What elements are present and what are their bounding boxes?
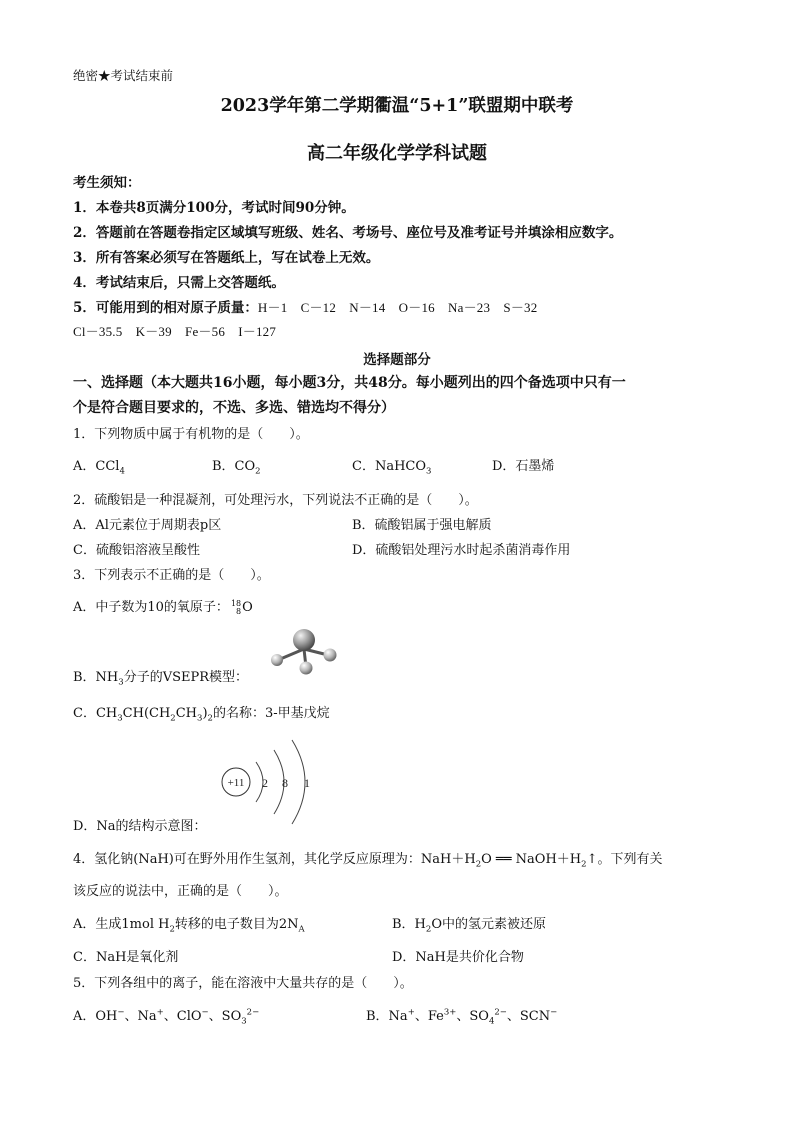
q4-option-a: A．生成1mol $H_2$转移的电子数目为$2N_A$: [73, 917, 305, 935]
exam-title: 2023学年第二学期衢温“5+1”联盟期中联考: [220, 96, 574, 116]
notice-item-5-cont: [73, 321, 276, 340]
notice-item-2: 2．答题前在答题卷指定区域填写班级、姓名、考场号、座位号及准考证号并填涂相应数字。: [73, 225, 623, 241]
atomic-masses-line-2: Cl－35.5 K－39 Fe－56 I－127: [73, 324, 277, 339]
na-shell-1: 2: [262, 776, 268, 790]
q5-stem: 5．下列各组中的离子，能在溶液中大量共存的是（ ）。: [73, 976, 413, 991]
part1-instructions-2: 个是符合题目要求的，不选、多选、错选均不得分）: [73, 400, 395, 416]
q5-option-b: B．Na+、$Fe^{3+}$、$SO_4^{2-}$、SCN−: [366, 1007, 558, 1027]
isotope-notation: 18 8: [230, 598, 242, 616]
q5-option-a: A．OH−、Na+、ClO−、$SO_3^{2-}$: [73, 1007, 260, 1027]
q1-stem: 1．下列物质中属于有机物的是（ ）。: [73, 427, 309, 442]
confidential-label: 绝密★考试结束前: [73, 68, 174, 83]
q1-option-b: B．$CO_2$: [212, 459, 261, 477]
q4-option-b: B．$H_2O$中的氢元素被还原: [392, 917, 546, 935]
q1-option-c: C．NaHCO$_3$: [352, 459, 432, 477]
q2-option-c: C．硫酸铝溶液呈酸性: [73, 543, 200, 558]
q4-stem-1: 4．氢化钠(NaH)可在野外用作生氢剂，其化学反应原理为：$NaH+H_2O$ ══ $NaOH+H_2↑$。下列有关: [73, 852, 663, 870]
section-title: 选择题部分: [363, 352, 431, 368]
q2-option-b: B．硫酸铝属于强电解质: [352, 518, 492, 533]
notice-item-5-label: 5．可能用到的相对原子质量：: [73, 300, 258, 316]
na-shell-2: 8: [282, 776, 288, 790]
na-structure-diagram: [212, 736, 322, 826]
q2-option-d: D．硫酸铝处理污水时起杀菌消毒作用: [352, 543, 571, 558]
q3-option-a: A．中子数为10的氧原子： 18 8O: [73, 598, 253, 616]
q1-option-a: A．CCl$_4$: [73, 459, 125, 477]
q3-option-c: C．$CH_3CH(CH_2CH_3)_2$的名称：3-甲基戊烷: [73, 706, 330, 724]
q3-option-d: D．Na的结构示意图：: [73, 819, 207, 834]
notice-item-4: 4．考试结束后，只需上交答题纸。: [73, 275, 285, 291]
q3-stem: 3．下列表示不正确的是（ ）。: [73, 568, 270, 583]
q4-option-c: C．NaH是氧化剂: [73, 950, 179, 965]
notice-item-1: 1．本卷共8页满分100分，考试时间90分钟。: [73, 200, 355, 216]
q3-option-b: B．$NH_3$分子的VSEPR模型：: [73, 670, 249, 688]
na-shell-3: 1: [304, 776, 310, 790]
q4-stem-2: 该反应的说法中，正确的是（ ）。: [73, 884, 288, 899]
part1-instructions-1: 一、选择题（本大题共16小题，每小题3分，共48分。每小题列出的四个备选项中只有一: [73, 375, 626, 391]
na-nucleus-label: +11: [227, 777, 245, 789]
notice-item-5: [73, 296, 537, 316]
q2-stem: 2．硫酸铝是一种混凝剂，可处理污水，下列说法不正确的是（ ）。: [73, 493, 478, 508]
notice-heading: 考生须知：: [73, 175, 141, 191]
atomic-masses-line-1: H－1 C－12 N－14 O－16 Na－23 S－32: [257, 300, 538, 315]
notice-item-3: 3．所有答案必须写在答题纸上，写在试卷上无效。: [73, 250, 380, 266]
q2-option-a: A．Al元素位于周期表p区: [73, 518, 222, 533]
q4-option-d: D．NaH是共价化合物: [392, 950, 524, 965]
q1-option-d: D．石墨烯: [492, 459, 555, 474]
exam-subtitle: 高二年级化学学科试题: [307, 143, 487, 164]
vsepr-model-image: [266, 627, 342, 677]
